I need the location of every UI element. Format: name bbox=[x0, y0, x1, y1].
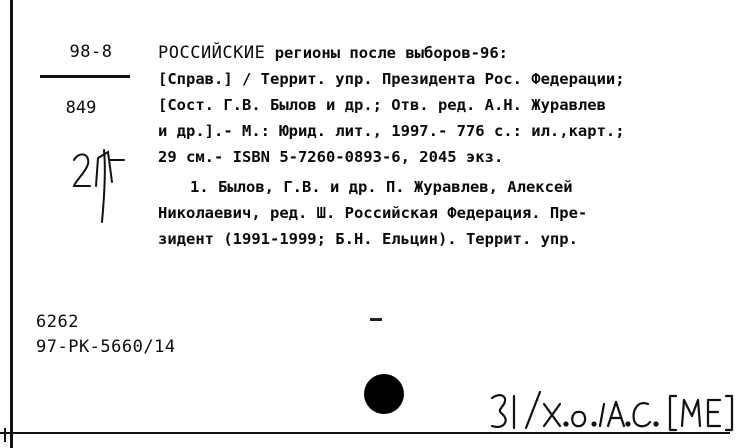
tracing-line-2: Николаевич, ред. Ш. Российская Федерация. Пре- bbox=[158, 204, 588, 222]
registry-number: 97-РК-5660/14 bbox=[36, 337, 176, 357]
tracing-line-3: зидент (1991-1999; Б.Н. Ельцин). Террит. упр. bbox=[158, 230, 578, 248]
entry-line-4: и др.].- М.: Юрид. лит., 1997.- 776 с.: ил.,карт.; bbox=[158, 122, 625, 140]
entry-line-2: [Справ.] / Террит. упр. Президента Рос. Федерации; bbox=[158, 70, 625, 88]
entry-line-5: 29 см.- ISBN 5-7260-0893-6, 2045 экз. bbox=[158, 148, 504, 166]
tracing-line-1: 1. Былов, Г.В. и др. П. Журавлев, Алексей bbox=[190, 178, 573, 196]
entry-title: РОССИЙСКИЕ bbox=[158, 43, 266, 63]
entry-line-3: [Сост. Г.В. Былов и др.; Отв. ред. А.Н. Журавлев bbox=[158, 96, 606, 114]
handwritten-stamp bbox=[492, 392, 732, 430]
call-number-bottom: 849 bbox=[65, 98, 97, 118]
call-number-top: 98-8 bbox=[69, 42, 113, 62]
accession-number: 6262 bbox=[36, 312, 79, 332]
handwritten-call-mark bbox=[74, 150, 124, 222]
entry-title-rest: регионы после выборов-96: bbox=[274, 44, 508, 62]
